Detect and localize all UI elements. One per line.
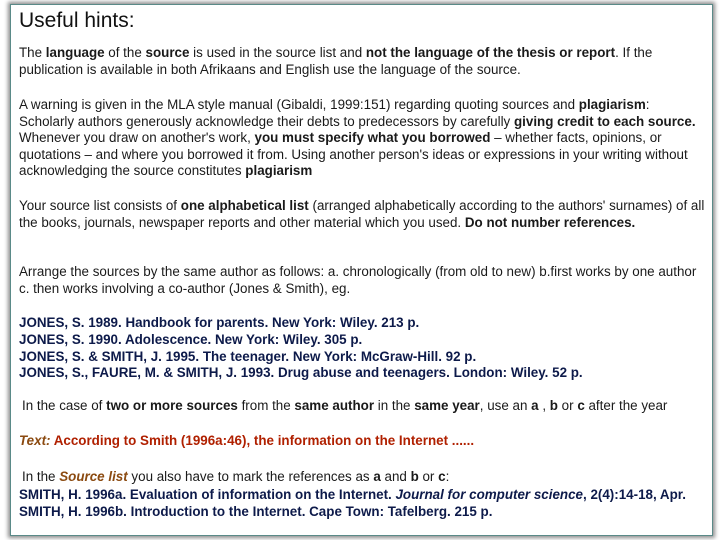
source-list-example xyxy=(19,487,707,520)
reference-item: JONES, S., FAURE, M. & SMITH, J. 1993. Drug abuse and teenagers. London: Wiley. 52 p. xyxy=(19,365,583,381)
hint-same-year: In the case of two or more sources from the same author in the same year, use an a , b or c after the year xyxy=(22,398,668,413)
slide-title: Useful hints: xyxy=(19,9,135,32)
hint-alphabetical-list: Your source list consists of one alphabetical list (arranged alphabetically according to the authors' surnames) of all the books, journals, newspaper reports and other material which you used. Do not number references. xyxy=(19,198,705,230)
source-item: SMITH, H. 1996a. Evaluation of information on the Internet. Journal for computer science, 2(4):14-18, Apr. xyxy=(19,487,686,502)
reference-item: JONES, S. & SMITH, J. 1995. The teenager. New York: McGraw-Hill. 92 p. xyxy=(19,348,477,364)
hint-language: The language of the source is used in the source list and not the language of the thesis or report. If the publication is available in both Afrikaans and English use the language of the source. xyxy=(19,45,653,77)
example-reference-list xyxy=(19,315,583,382)
hint-same-author-order: Arrange the sources by the same author as follows: a. chronologically (from old to new) b.first works by one author c. then works involving a co-author (Jones & Smith), eg. xyxy=(19,264,697,296)
hint-plagiarism: A warning is given in the MLA style manual (Gibaldi, 1999:151) regarding quoting sources and plagiarism: Scholarly authors generously acknowledge their debts to predecessors by carefully giving credit to each source. Whenever you draw on another's work, you must specify what you borrowed – whether facts, opinions, or quotations – and where you borrowed it from. Using another person's ideas or expressions in your writing without acknowledging the source constitutes plagiarism xyxy=(19,97,696,179)
slide-frame xyxy=(10,4,713,536)
reference-item: JONES, S. 1990. Adolescence. New York: Wiley. 305 p. xyxy=(19,331,363,347)
source-item: SMITH, H. 1996b. Introduction to the Internet. Cape Town: Tafelberg. 215 p. xyxy=(19,503,493,519)
reference-item: JONES, S. 1989. Handbook for parents. New York: Wiley. 213 p. xyxy=(19,315,420,330)
hint-source-list-marking: In the Source list you also have to mark the references as a and b or c: xyxy=(22,469,450,484)
in-text-citation-example: Text: According to Smith (1996a:46), the information on the Internet ...... xyxy=(19,433,475,448)
